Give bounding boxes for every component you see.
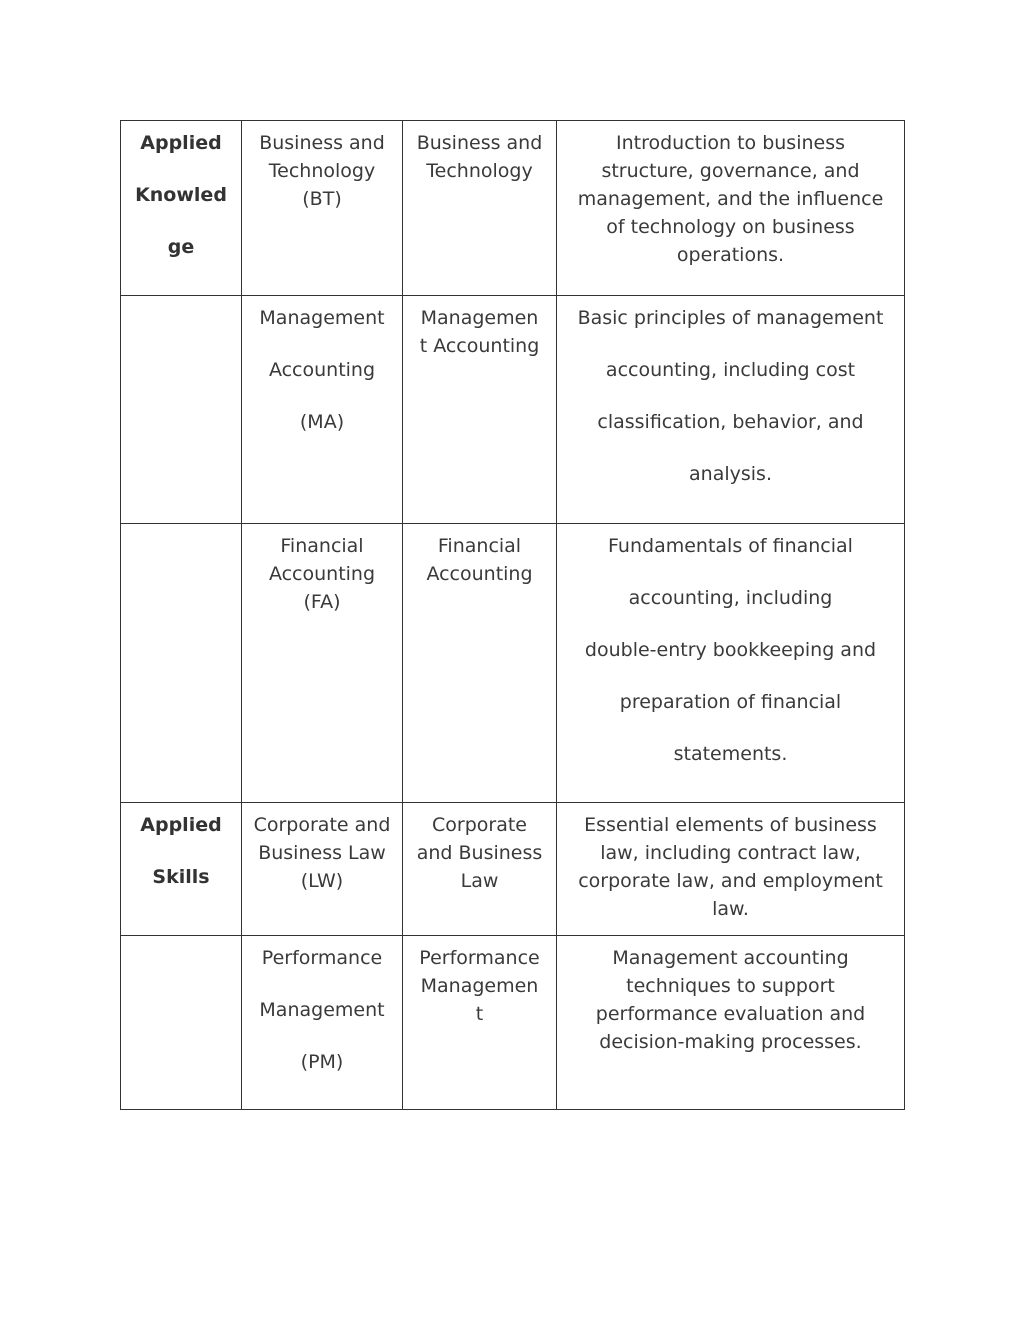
description-line: preparation of financial <box>619 691 842 713</box>
title-line: Managemen <box>420 307 539 329</box>
paper-line: Corporate and <box>253 814 391 836</box>
level-line: ge <box>167 236 195 258</box>
description-line: accounting, including cost <box>605 359 856 381</box>
paper-line: (BT) <box>302 188 342 210</box>
description-line: accounting, including <box>628 587 833 609</box>
paper-cell <box>242 121 403 296</box>
level-cell <box>121 296 242 524</box>
paper-line: Accounting <box>268 359 376 381</box>
paper-line: Accounting <box>268 563 376 585</box>
table-row <box>121 121 905 296</box>
description-line: law. <box>712 898 749 920</box>
paper-line: (LW) <box>300 870 344 892</box>
level-line: Applied <box>140 132 222 154</box>
paper-cell <box>242 936 403 1110</box>
paper-line: Financial <box>280 535 364 557</box>
paper-line: (PM) <box>300 1051 344 1073</box>
table-row <box>121 936 905 1110</box>
table-row <box>121 296 905 524</box>
syllabus-table <box>120 120 905 1110</box>
paper-line: Business Law <box>258 842 386 864</box>
title-line: Financial <box>437 535 522 557</box>
title-cell <box>403 121 557 296</box>
description-line: Introduction to business <box>615 132 846 154</box>
paper-line: Management <box>259 999 385 1021</box>
paper-line: Technology <box>268 160 376 182</box>
description-cell <box>557 803 905 936</box>
description-line: Essential elements of business <box>584 814 877 836</box>
paper-cell <box>242 803 403 936</box>
paper-cell <box>242 524 403 803</box>
level-cell <box>121 524 242 803</box>
title-line: t Accounting <box>419 335 540 357</box>
title-line: Technology <box>426 160 533 182</box>
paper-line: (MA) <box>299 411 345 433</box>
description-line: corporate law, and employment <box>578 870 883 892</box>
paper-line: (FA) <box>303 591 341 613</box>
description-line: operations. <box>676 244 785 266</box>
description-line: Basic principles of management <box>577 307 884 329</box>
title-cell <box>403 524 557 803</box>
title-line: Business and <box>416 132 543 154</box>
description-line: of technology on business <box>606 216 855 238</box>
description-cell <box>557 296 905 524</box>
paper-line: Management <box>259 307 385 329</box>
title-line: Managemen <box>420 975 539 997</box>
description-line: analysis. <box>689 463 772 485</box>
level-line: Skills <box>152 866 210 888</box>
description-line: Management accounting <box>612 947 849 969</box>
description-line: law, including contract law, <box>600 842 861 864</box>
level-line: Applied <box>140 814 222 836</box>
title-line: Corporate <box>432 814 527 836</box>
description-line: double-entry bookkeeping and <box>584 639 877 661</box>
description-line: classification, behavior, and <box>597 411 864 433</box>
level-cell <box>121 121 242 296</box>
description-line: performance evaluation and <box>595 1003 866 1025</box>
title-cell <box>403 803 557 936</box>
title-line: Performance <box>419 947 540 969</box>
title-line: and Business <box>416 842 543 864</box>
table-row <box>121 803 905 936</box>
paper-line: Performance <box>261 947 383 969</box>
title-cell <box>403 296 557 524</box>
title-line: t <box>475 1003 484 1025</box>
description-line: Fundamentals of financial <box>608 535 853 557</box>
description-line: decision-making processes. <box>599 1031 862 1053</box>
title-line: Accounting <box>426 563 533 585</box>
paper-line: Business and <box>259 132 385 154</box>
description-cell <box>557 936 905 1110</box>
paper-cell <box>242 296 403 524</box>
level-line: Knowled <box>135 184 227 206</box>
table-row <box>121 524 905 803</box>
description-line: statements. <box>673 743 788 765</box>
description-line: management, and the influence <box>577 188 884 210</box>
level-cell <box>121 936 242 1110</box>
description-cell <box>557 121 905 296</box>
title-cell <box>403 936 557 1110</box>
level-cell <box>121 803 242 936</box>
description-line: structure, governance, and <box>601 160 860 182</box>
description-line: techniques to support <box>626 975 835 997</box>
description-cell <box>557 524 905 803</box>
title-line: Law <box>460 870 499 892</box>
